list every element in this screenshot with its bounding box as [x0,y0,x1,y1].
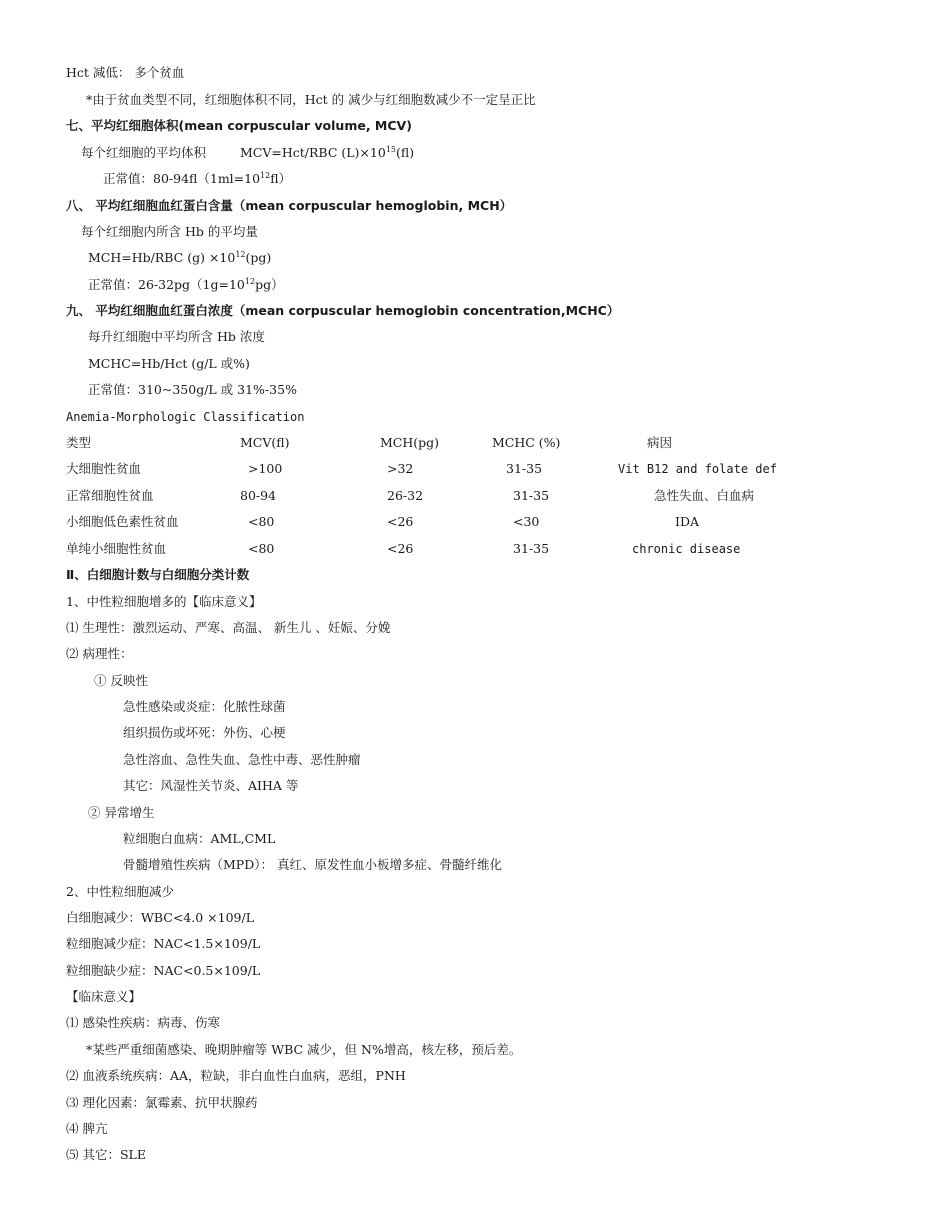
agranulocytosis-line: 粒细胞缺少症：NAC<0.5×109/L [66,963,261,978]
mcv-section-title: 七、平均红细胞体积(mean corpuscular volume, MCV) [66,118,412,133]
reactive-item: 急性感染或炎症：化脓性球菌 [123,699,286,714]
table-header-cell: MCHC (%) [492,435,561,450]
reactive-item: 其它：风湿性关节炎、AIHA 等 [123,778,299,793]
wbc-section-title: Ⅱ、白细胞计数与白细胞分类计数 [66,567,250,582]
table-cell: 31-35 [506,461,543,476]
wbc-decrease-line: 白细胞减少：WBC<4.0 ×109/L [66,910,255,925]
mch-definition: 每个红细胞内所含 Hb 的平均量 [81,224,258,239]
table-cell: >32 [387,461,414,476]
table-cell: 26-32 [387,488,424,503]
mchc-section-title: 九、 平均红细胞血红蛋白浓度（mean corpuscular hemoglobin concentration,MCHC） [66,303,620,318]
mcv-formula: MCV=Hct/RBC $(L)\times 10^{15}(fl)$ [240,144,415,160]
table-cell: 80-94 [240,488,277,503]
table-cell: 急性失血、白血病 [654,488,755,503]
granulocytopenia-line: 粒细胞减少症：NAC<1.5×109/L [66,936,261,951]
abnormal-item: 粒细胞白血病：AML,CML [123,831,276,846]
table-cell: 单纯小细胞性贫血 [66,541,167,556]
abnormal-item: 骨髓增殖性疾病（MPD）： 真红、原发性血小板增多症、骨髓纤维化 [123,857,502,872]
table-cell: 大细胞性贫血 [66,461,142,476]
physiological-line: ⑴ 生理性：激烈运动、严寒、高温、 新生儿 、妊娠、分娩 [66,620,391,635]
table-cell: <26 [387,541,414,556]
table-header-cell: 类型 [66,435,92,450]
table-cell: <30 [513,514,540,529]
table-cell: 31-35 [513,488,550,503]
table-cell: Vit B12 and folate def [618,462,777,476]
table-cell: <26 [387,514,414,529]
clinical-item: ⑵ 血液系统疾病：AA，粒缺，非白血性白血病，恶组，PNH [66,1068,406,1083]
mch-normal-value: 正常值：$26-32pg(1g=10^{12}pg)$ [88,276,284,292]
abnormal-heading: ② 异常增生 [88,805,155,820]
mchc-formula: MCHC=Hb/Hct (g/L 或%) [88,356,250,371]
pathological-line: ⑵ 病理性： [66,646,133,661]
table-cell: >100 [248,461,283,476]
mcv-definition: 每个红细胞的平均体积 [81,145,207,160]
table-cell: 小细胞低色素性贫血 [66,514,179,529]
clinical-item: ⑸ 其它：SLE [66,1147,146,1162]
mch-formula: MCH=Hb/RBC $(g) \times 10^{12}(pg)$ [88,249,272,265]
clinical-item: ⑶ 理化因素：氯霉素、抗甲状腺药 [66,1095,258,1110]
neutrophil-increase-title: 1、中性粒细胞增多的【临床意义】 [66,594,262,609]
table-cell: 31-35 [513,541,550,556]
clinical-item: ⑷ 脾亢 [66,1121,108,1136]
mch-section-title: 八、 平均红细胞血红蛋白含量（mean corpuscular hemoglobin, MCH） [66,198,513,213]
reactive-item: 急性溶血、急性失血、急性中毒、恶性肿瘤 [123,752,361,767]
reactive-item: 组织损伤或坏死：外伤、心梗 [123,725,286,740]
table-cell: 正常细胞性贫血 [66,488,154,503]
mchc-definition: 每升红细胞中平均所含 Hb 浓度 [88,329,265,344]
clinical-item: ⑴ 感染性疾病：病毒、伤寒 [66,1015,220,1030]
clinical-significance-heading: 【临床意义】 [66,989,142,1004]
anemia-classification-title: Anemia-Morphologic Classification [66,410,305,424]
hct-low-line: Hct 减低： 多个贫血 [66,65,185,80]
table-header-cell: 病因 [647,435,673,450]
table-cell: chronic disease [632,542,741,556]
table-header-cell: MCV(fl) [240,435,290,450]
table-cell: <80 [248,541,275,556]
neutrophil-decrease-title: 2、中性粒细胞减少 [66,884,174,899]
table-cell: IDA [675,514,699,529]
mchc-normal-value: 正常值：310~350g/L 或 31%-35% [88,382,297,397]
hct-note-line: *由于贫血类型不同，红细胞体积不同，Hct 的 减少与红细胞数减少不一定呈正比 [86,92,536,107]
clinical-note: *某些严重细菌感染、晚期肿瘤等 WBC 减少，但 N%增高，核左移，预后差。 [86,1042,522,1057]
mcv-normal-value: 正常值：$80-94fl(1ml=10^{12}fl)$ [103,170,292,186]
table-header-cell: MCH(pg) [380,435,440,450]
table-cell: <80 [248,514,275,529]
reactive-heading: ① 反映性 [94,673,148,688]
